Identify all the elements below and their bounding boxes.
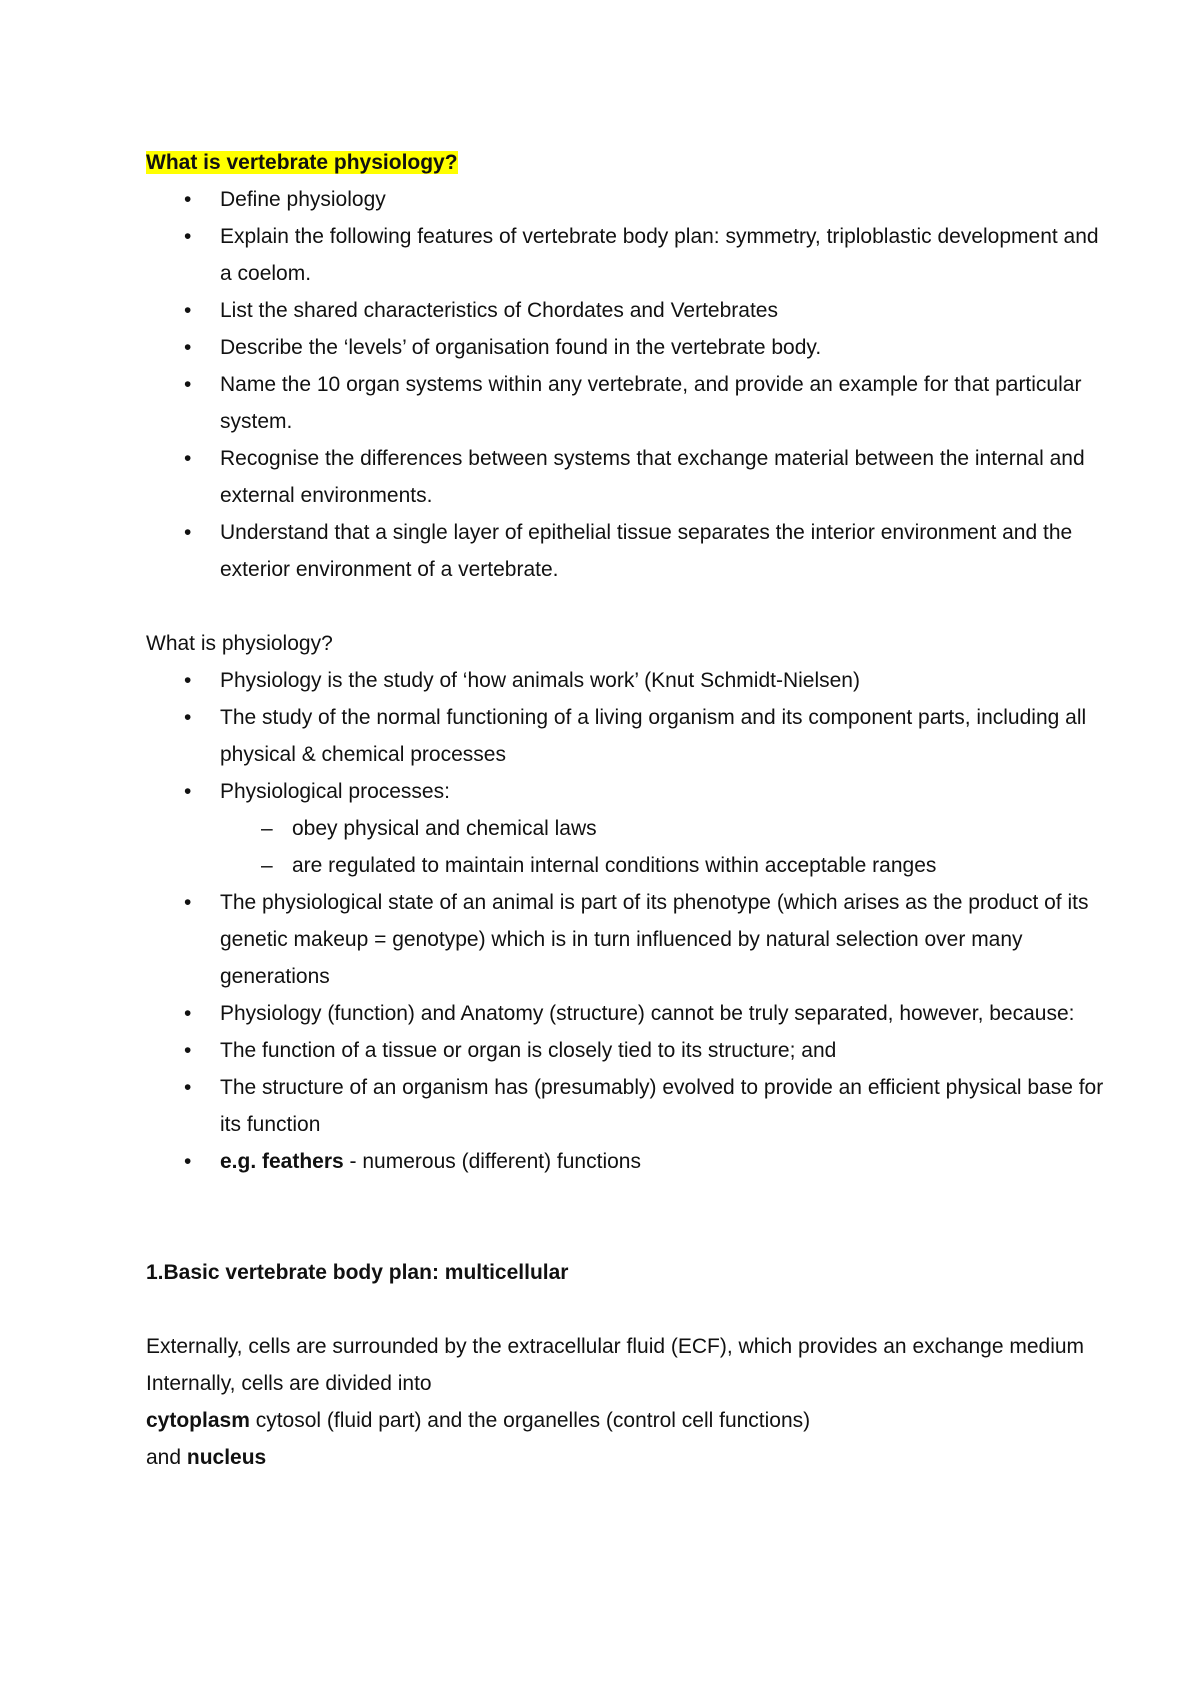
list-item: • List the shared characteristics of Chordates and Vertebrates	[146, 292, 1106, 329]
paragraph-cytoplasm	[146, 1402, 1106, 1439]
list-item: • Understand that a single layer of epithelial tissue separates the interior environment and the exterior environment of a vertebrate.	[146, 514, 1106, 588]
list-item: • The physiological state of an animal is part of its phenotype (which arises as the product of its genetic makeup = genotype) which is in turn influenced by natural selection over many generations	[146, 884, 1106, 995]
list-item-text: Physiological processes:	[220, 780, 450, 803]
list-item: • Recognise the differences between systems that exchange material between the internal and external environments.	[146, 440, 1106, 514]
spacer	[146, 1291, 1106, 1328]
list-item: • Explain the following features of vertebrate body plan: symmetry, triploblastic development and a coelom.	[146, 218, 1106, 292]
document-content	[146, 144, 1106, 1476]
list-item	[146, 773, 1106, 884]
list-item	[146, 1143, 1106, 1180]
term-nucleus: nucleus	[186, 1446, 267, 1469]
learning-objectives-list	[146, 181, 1106, 588]
highlighted-heading-text: What is vertebrate physiology?	[146, 151, 458, 174]
bold-example-text: e.g. feathers	[220, 1150, 344, 1173]
list-item: • The function of a tissue or organ is closely tied to its structure; and	[146, 1032, 1106, 1069]
paragraph-external-cells: Externally, cells are surrounded by the extracellular fluid (ECF), which provides an exchange medium	[146, 1335, 1085, 1358]
nucleus-prefix: and	[146, 1446, 187, 1469]
list-item: • Physiology is the study of ‘how animals work’ (Knut Schmidt-Nielsen)	[146, 662, 1106, 699]
section-heading-vertebrate-physiology	[146, 144, 1106, 181]
physiology-definition-list	[146, 662, 1106, 1180]
spacer	[146, 1180, 1106, 1254]
cytoplasm-description: cytosol (fluid part) and the organelles (control cell functions)	[249, 1409, 811, 1432]
paragraph-internal-cells: Internally, cells are divided into	[146, 1372, 432, 1395]
example-text: - numerous (different) functions	[343, 1150, 641, 1173]
section-heading-what-is-physiology: What is physiology?	[146, 632, 333, 655]
sub-list-item: – are regulated to maintain internal conditions within acceptable ranges	[220, 847, 1106, 884]
list-item: • Describe the ‘levels’ of organisation found in the vertebrate body.	[146, 329, 1106, 366]
list-item: • Physiology (function) and Anatomy (structure) cannot be truly separated, however, because:	[146, 995, 1106, 1032]
spacer	[146, 588, 1106, 625]
list-item: • Name the 10 organ systems within any vertebrate, and provide an example for that particular system.	[146, 366, 1106, 440]
term-cytoplasm: cytoplasm	[146, 1409, 250, 1432]
list-item: • The study of the normal functioning of a living organism and its component parts, including all physical & chemical processes	[146, 699, 1106, 773]
sub-list	[220, 810, 1106, 884]
list-item: • Define physiology	[146, 181, 1106, 218]
list-item: • The structure of an organism has (presumably) evolved to provide an efficient physical base for its function	[146, 1069, 1106, 1143]
section-heading-body-plan: 1.Basic vertebrate body plan: multicellular	[146, 1261, 569, 1284]
paragraph-nucleus	[146, 1439, 1106, 1476]
sub-list-item: – obey physical and chemical laws	[220, 810, 1106, 847]
